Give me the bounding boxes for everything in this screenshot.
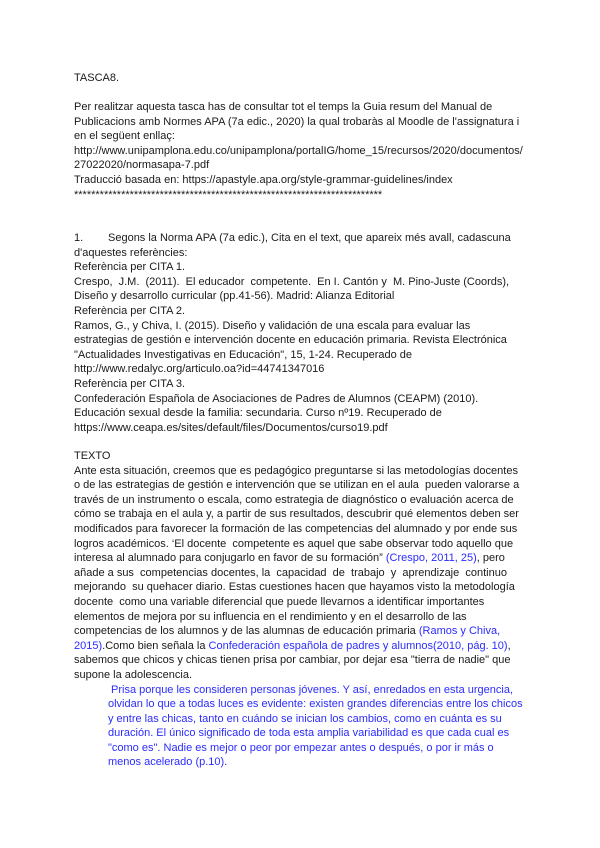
text-run: cómo se trabaja en el aula y, a partir de sus resultados, descubrir qué elementos deben ser — [74, 508, 519, 521]
texto-body — [74, 464, 544, 683]
quote-line: menos acelerado (p.10). — [108, 756, 228, 769]
texto-line — [74, 507, 544, 522]
question-line: http://www.redalyc.org/articulo.oa?id=44741347016 — [74, 363, 325, 376]
question-line: Referència per CITA 1. — [74, 261, 186, 274]
texto-line — [74, 624, 544, 639]
question-1 — [74, 231, 544, 435]
texto-line — [74, 580, 544, 595]
texto-line — [74, 522, 544, 537]
title-block — [74, 71, 544, 86]
question-line: estrategias de gestión e intervención docente en educación primaria. Revista Electrónica — [74, 334, 507, 347]
question-text: Segons la Norma APA (7a edic.), Cita en el text, que apareix més avall, cadascuna — [108, 232, 511, 244]
text-run: .Como bien señala la — [102, 639, 209, 652]
question-line: https://www.ceapa.es/sites/default/files/Documentos/curso19.pdf — [74, 421, 388, 434]
text-run: través de un instrumento o escala, como estrategia de diagnóstico o evaluación acerca de — [74, 493, 514, 506]
texto-line — [74, 493, 544, 508]
question-line — [74, 231, 544, 246]
question-line: Crespo, J.M. (2011). El educador competente. En I. Cantón y M. Pino-Juste (Coords), — [74, 275, 510, 288]
text-run: logros académicos. ‘El docente competente es aquel que sabe observar todo aquello que — [74, 537, 514, 550]
intro-paragraph — [74, 100, 544, 202]
text-run: sabemos que chicos y chicas tienen prisa por cambiar, por dejar esa "tierra de nadie" que — [74, 654, 511, 667]
text-run: supone la adolescencia. — [74, 668, 193, 681]
texto-line — [74, 639, 544, 654]
intro-line: Publicacions amb Normes APA (7a edic., 2020) la qual trobaràs al Moodle de l'assignatura i — [74, 115, 520, 128]
text-run: elementos de mejora por su influencia en el rendimiento y en el desarrollo de las — [74, 610, 467, 623]
texto-section — [74, 449, 544, 770]
question-number: 1. — [74, 232, 84, 244]
quote-line: olvidan lo que a todas luces es evidente: existen grandes diferencias entre los chicos — [108, 698, 523, 711]
intro-line: 27022020/normasapa-7.pdf — [74, 159, 210, 172]
text-run: añade a sus competencias docentes, la capacidad de trabajo y aprendizaje continuo — [74, 566, 507, 579]
intro-line: Per realitzar aquesta tasca has de consultar tot el temps la Guia resum del Manual de — [74, 101, 493, 113]
text-run: docente como una variable diferencial que puede llevarnos a identificar importantes — [74, 595, 485, 608]
intro-line: ************************************************************************ — [74, 188, 383, 201]
document-title: TASCA8. — [74, 72, 120, 84]
quote-line: duración. El único significado de toda esta amplia variabilidad es que cada cual es — [108, 727, 510, 740]
question-line: Confederación Española de Asociaciones de Padres de Alumnos (CEAPM) (2010). — [74, 392, 479, 405]
text-run: , — [507, 639, 511, 652]
intro-line: en el següent enllaç: — [74, 130, 175, 143]
quote-line: Prisa porque les consideren personas jóvenes. Y así, enredados en esta urgencia, — [108, 683, 514, 696]
question-line: d'aquestes referències: — [74, 246, 188, 259]
texto-line — [74, 653, 544, 668]
text-run: mejorando su quehacer diario. Estas cuestiones hacen que hayamos visto la metodología — [74, 581, 515, 594]
intro-line: Traducció basada en: https://apastyle.apa.org/style-grammar-guidelines/index — [74, 173, 453, 186]
quote-line: y entre las chicas, tanto en cuándo se inician los cambios, como en cuánta es su — [108, 712, 502, 725]
quote-line: "como es". Nadie es mejor o peor por empezar antes o después, o por ir más o — [108, 741, 494, 754]
question-line: "Actualidades Investigativas en Educación", 15, 1-24. Recuperado de — [74, 348, 413, 361]
question-line: Ramos, G., y Chiva, I. (2015). Diseño y validación de una escala para evaluar las — [74, 319, 471, 332]
question-line: Diseño y desarrollo curricular (pp.41-56). Madrid: Alianza Editorial — [74, 290, 395, 303]
question-line: Educación sexual desde la familia: secundaria. Curso nº19. Recuperado de — [74, 407, 442, 420]
text-run: , pero — [476, 552, 505, 565]
citation: Confederación española de padres y alumnos(2010, pág. 10) — [208, 639, 508, 652]
text-run: o de las estrategias de gestión e intervención que se utilizan en el aula pueden valorarse a — [74, 479, 520, 492]
texto-line — [74, 566, 544, 581]
texto-line — [74, 537, 544, 552]
question-line: Referència per CITA 2. — [74, 304, 186, 317]
texto-heading: TEXTO — [74, 450, 111, 462]
citation: (Crespo, 2011, 25) — [385, 552, 477, 565]
citation: 2015) — [74, 639, 103, 652]
texto-line — [74, 478, 544, 493]
question-line: Referència per CITA 3. — [74, 377, 186, 390]
texto-line — [74, 668, 544, 683]
citation: (Ramos y Chiva, — [418, 625, 501, 638]
texto-line — [74, 595, 544, 610]
text-run: modificados para favorecer la formación de las competencias del alumnado y por ende sus — [74, 522, 518, 535]
texto-line — [74, 464, 544, 479]
texto-line — [74, 610, 544, 625]
intro-line: http://www.unipamplona.edu.co/unipamplona/portalIG/home_15/recursos/2020/documentos/ — [74, 144, 523, 157]
block-quote — [74, 683, 544, 771]
text-run: competencias de los alumnos y de las alumnas de educación primaria — [74, 625, 419, 638]
text-run: Ante esta situación, creemos que es pedagógico preguntarse si las metodologías docentes — [74, 464, 518, 477]
text-run: interesa al alumnado para conjugarlo en favor de su formación” — [74, 552, 386, 565]
texto-line — [74, 551, 544, 566]
